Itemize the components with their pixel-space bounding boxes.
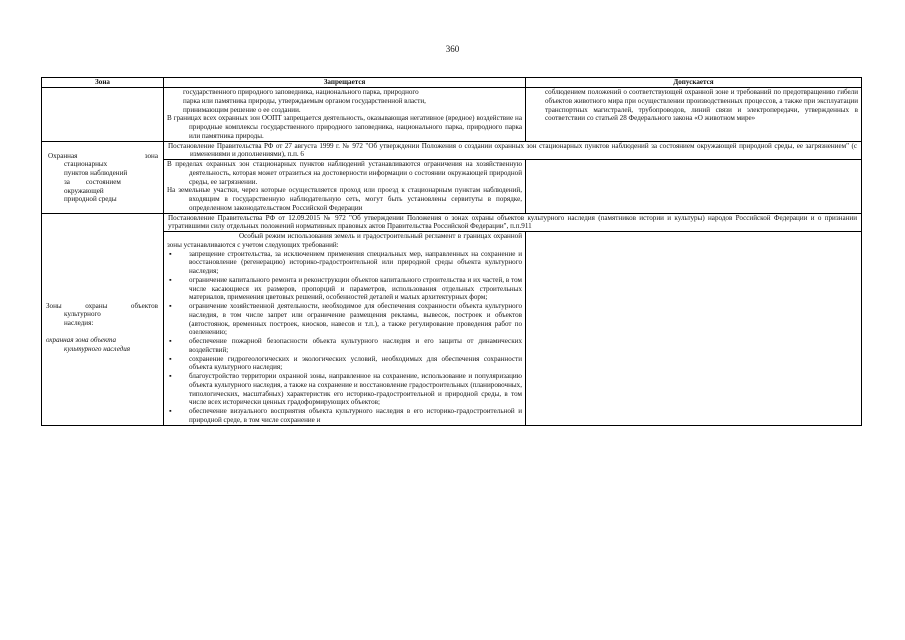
list-item: ▪ ограничение хозяйственной деятельности, необходимое для обеспечения сохранности объекта культурного наследия, в том числе запрет или ограничение размещения рекламы, вывесок, построек и объектов (автостоянок, временных построек, киосков, навесов и т.п.), а также регулирование проведения работ по озеленению;	[169, 302, 522, 337]
decree-text: Постановление Правительства РФ от 27 августа 1999 г. № 972 "Об утверждении Положения о создании охранных зон стационарных пунктов наблюдений за состоянием окружающей природной среды, ее загрязнением" (с изменениями и дополнениями), п.п. 6	[168, 141, 857, 159]
forbidden-text: принимающим решение о ее создании.	[183, 105, 301, 114]
list-item: ▪ благоустройство территории охранной зоны, направленное на сохранение, использование и популяризацию объекта культурного наследия, а также на сохранение и восстановление градостроительных (планировочных, типологических, масштабных) характеристик его историко-градостроительной и природной среды, в том числе всех исторически ценных градоформирующих объектов;	[169, 372, 522, 407]
zone-label: природной среды	[64, 195, 117, 204]
zone-label: наследия:	[64, 319, 94, 327]
forbidden-text: парка или памятника природы, утверждаемым органом государственной власти,	[183, 96, 426, 105]
decree-cell	[164, 213, 862, 232]
table-row	[42, 160, 862, 214]
list-item: ▪ обеспечение визуального восприятия объекта культурного наследия в его историко-градостроительной и природной среде, в том числе сохранение и	[169, 407, 522, 424]
allowed-cell	[526, 160, 862, 214]
bullet-icon: ▪	[169, 302, 172, 310]
zone-label: за состоянием	[64, 177, 121, 186]
forbidden-cell	[164, 232, 526, 426]
table-header-row	[42, 78, 862, 88]
forbidden-text: государственного природного заповедника, национального парка, природного	[183, 88, 419, 96]
header-zone: Зона	[42, 78, 164, 88]
zones-table	[41, 77, 862, 426]
zone-cell	[42, 88, 164, 142]
zone-label: охраны	[85, 301, 108, 310]
zone-cell	[42, 213, 164, 425]
bullet-icon: ▪	[169, 337, 172, 345]
forbidden-text: В границах всех охранных зон ООПТ запрещается деятельность, оказывающая негативное (вредное) воздействие на природные комплексы государственного природного заповедника, национального парка, природного парка или памятника природы.	[167, 114, 522, 140]
list-item: ▪ обеспечение пожарной безопасности объекта культурного наследия и его защиты от динамических воздействий;	[169, 337, 522, 354]
table-row	[42, 88, 862, 142]
zone-label: зона	[144, 151, 158, 160]
zone-label-italic: культурного наследия	[64, 344, 131, 353]
intro-text: Особый режим использования земель и градостроительный регламент в границах охранной зоны устанавливаются с учетом следующих требований:	[167, 232, 522, 249]
bullet-icon: ▪	[169, 275, 172, 284]
zone-label: объектов	[130, 301, 158, 310]
allowed-cell	[526, 232, 862, 426]
decree-cell	[164, 141, 862, 160]
bullet-icon: ▪	[169, 249, 172, 258]
bullet-icon: ▪	[169, 354, 172, 363]
list-item: ▪ сохранение гидрогеологических и экологических условий, необходимых для обеспечения сохранности объекта культурного наследия;	[169, 354, 522, 372]
decree-text: Постановление Правительства РФ от 12.09.2015 № 972 "Об утверждении Положения о зонах охраны объектов культурного наследия (памятников истории и культуры) народов Российской Федерации и о признании утратившими силу отдельных положений нормативных правовых актов Правительства Российской Федерации", п.п.911	[168, 213, 857, 231]
forbidden-cell	[164, 88, 526, 142]
zone-cell	[42, 141, 164, 213]
allowed-text: соблюдением положений о соответствующей охранной зоне и требований по предотвращению гибели объектов животного мира при осуществлении производственных процессов, а также при эксплуатации транспортных магистралей, трубопроводов, линий связи и электропередачи, утвержденных в соответствии со статьей 28 Федерального закона «О животном мире»	[545, 88, 858, 123]
bullet-icon: ▪	[169, 407, 172, 415]
header-forbidden: Запрещается	[164, 78, 526, 88]
table-row	[42, 213, 862, 232]
forbidden-cell	[164, 160, 526, 214]
table-row	[42, 141, 862, 160]
forbidden-text: На земельные участки, через которые осуществляется проход или проезд к стационарным пунктам наблюдений, входящим в государственную наблюдательную сеть, могут быть установлены сервитуты в порядке, определенном законодательством Российской Федерации	[167, 186, 522, 212]
allowed-cell	[526, 88, 862, 142]
zone-label: Охранная	[48, 151, 78, 160]
zone-label: стационарных	[64, 160, 108, 169]
zone-label: пунктов наблюдений	[64, 169, 128, 177]
list-item: ▪ ограничение капитального ремонта и реконструкции объектов капитального строительства и их частей, в том числе касающиеся их размеров, пропорций и параметров, использования отдельных строительных материалов, применения цветовых решений, особенностей деталей и малых архитектурных форм;	[169, 275, 522, 302]
list-item: ▪ запрещение строительства, за исключением применения специальных мер, направленных на сохранение и восстановление (регенерацию) историко-градостроительной или природной среды объекта культурного наследия;	[169, 249, 522, 275]
zone-label: окружающей	[64, 186, 104, 195]
table-row	[42, 232, 862, 426]
bullet-icon: ▪	[169, 372, 172, 380]
zone-label-italic: охранная зона объекта	[46, 335, 117, 344]
page-number: 360	[445, 44, 460, 54]
header-allowed: Допускается	[526, 78, 862, 88]
zone-label: Зоны	[46, 301, 62, 310]
forbidden-text: В пределах охранных зон стационарных пунктов наблюдений устанавливаются ограничения на хозяйственную деятельность, которая может отразиться на достоверности информации о состоянии окружающей природной среды, ее загрязнении.	[167, 160, 522, 186]
zone-label: культурного	[64, 310, 101, 319]
requirements-list	[167, 250, 522, 425]
